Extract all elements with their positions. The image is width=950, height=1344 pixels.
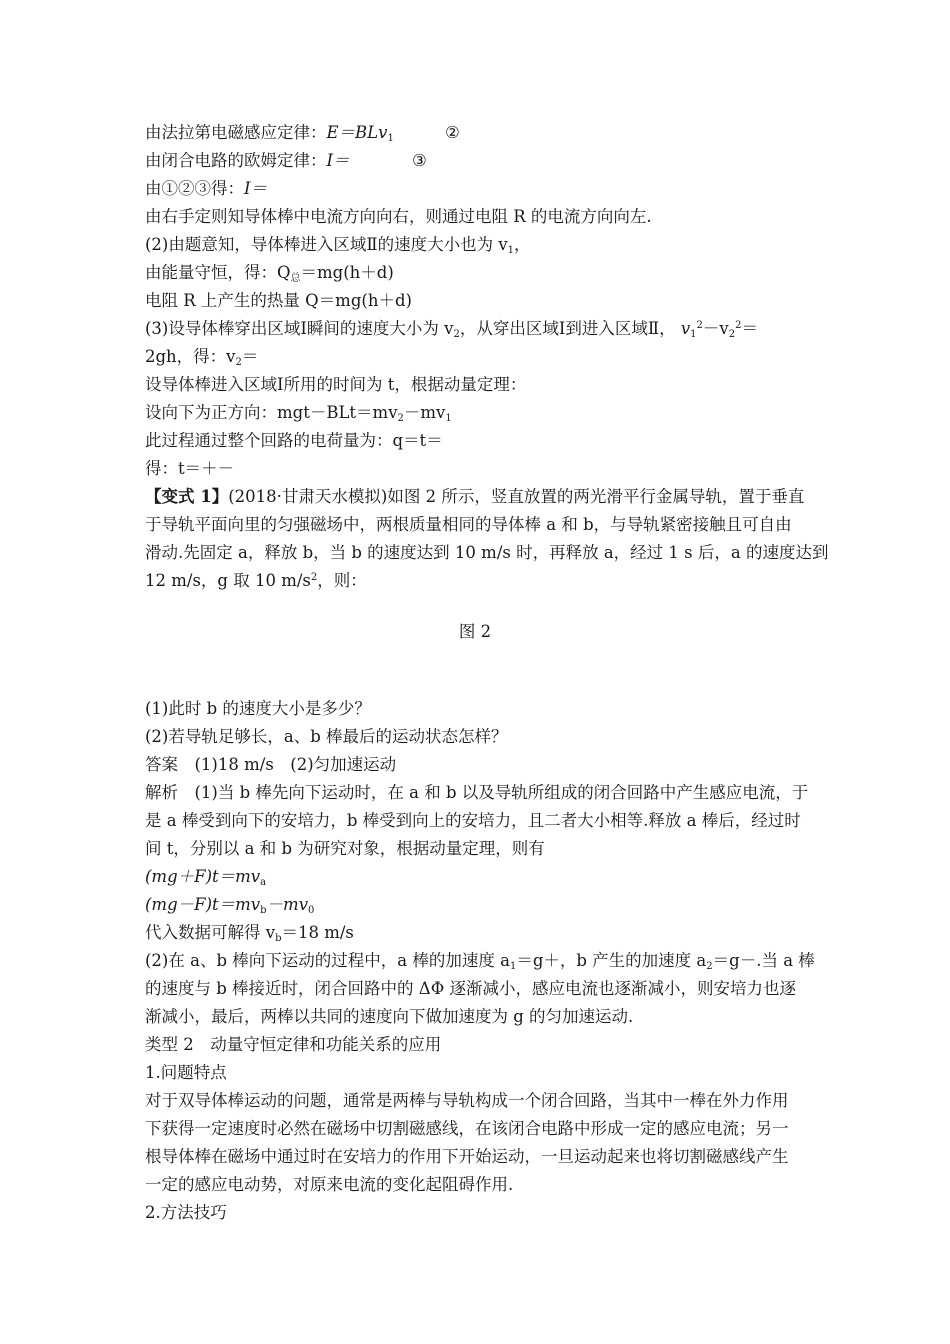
text-line: 是 a 棒受到向下的安培力，b 棒受到向上的安培力，且二者大小相等.释放 a 棒后，经过时 — [145, 811, 801, 830]
text-line: 设导体棒进入区域Ⅰ所用的时间为 t，根据动量定理： — [145, 375, 527, 394]
text-line: 根导体棒在磁场中通过时在安培力的作用下开始运动，一旦运动起来也将切割磁感线产生 — [145, 1147, 789, 1166]
text-line: 一定的感应电动势，对原来电流的变化起阻碍作用. — [145, 1175, 514, 1194]
equation-line: $(mg-F)t=mv_b-mv_0$ — [145, 895, 315, 916]
section-heading: 类型 2 动量守恒定律和功能关系的应用 — [145, 1035, 442, 1054]
figure-caption: 图 2 — [458, 622, 492, 641]
equation-line: $(mg+F)t=mv_a$ — [145, 867, 267, 888]
text-line: 12 m/s，g 取 10 $m/s^2$，则： — [145, 571, 367, 590]
text-line: (3)设导体棒穿出区域Ⅰ瞬间的速度大小为 $v_2$，从穿出区域Ⅰ到进入区域Ⅱ， $v_1^2-v_2^2=$ — [145, 319, 758, 340]
text-line: 【变式 1】(2018·甘肃天水模拟)如图 2 所示，竖直放置的两光滑平行金属导轨，置于垂直 — [145, 487, 805, 506]
text-line: 设向下为正方向：$mgt-BLt=mv_2-mv_1$ — [145, 403, 452, 424]
text-line: 由右手定则知导体棒中电流方向向右，则通过电阻 R 的电流方向向左. — [145, 207, 652, 226]
text-line: 由①②③得：I＝ — [145, 179, 268, 198]
text-line: 由闭合电路的欧姆定律：I＝ — [145, 151, 350, 170]
text-line: 由能量守恒，得：$Q_总=mg(h+d)$ — [145, 263, 394, 284]
text-line: (2)由题意知，导体棒进入区域Ⅱ的速度大小也为 $v_1$， — [145, 235, 531, 256]
equation-number: ② — [445, 123, 460, 142]
text-line: 下获得一定速度时必然在磁场中切割磁感线，在该闭合电路中形成一定的感应电流；另一 — [145, 1119, 789, 1138]
text-line: 此过程通过整个回路的电荷量为：q＝t＝ — [145, 431, 443, 450]
text-line: 渐减小，最后，两棒以共同的速度向下做加速度为 g 的匀加速运动. — [145, 1007, 634, 1026]
text-line: 间 t，分别以 a 和 b 为研究对象，根据动量定理，则有 — [145, 839, 545, 858]
text-line: 的速度与 b 棒接近时，闭合回路中的 ΔΦ 逐渐减小，感应电流也逐渐减小，则安培力也逐 — [145, 979, 796, 998]
text-line: (2)若导轨足够长，a、b 棒最后的运动状态怎样？ — [145, 727, 508, 746]
answer-line: 答案 (1)18 m/s (2)匀加速运动 — [145, 755, 397, 774]
equation-number: ③ — [412, 151, 427, 170]
text-line: (1)此时 b 的速度大小是多少？ — [145, 699, 371, 718]
text-line: 得：t＝＋－ — [145, 459, 235, 478]
text-line: 于导轨平面向里的匀强磁场中，两根质量相同的导体棒 a 和 b，与导轨紧密接触且可自由 — [145, 515, 792, 534]
text-line: 2gh，得：$v_2=$ — [145, 347, 259, 368]
text-line: 代入数据可解得 $v_b=18$ m/s — [145, 923, 354, 944]
text-line: 对于双导体棒运动的问题，通常是两棒与导轨构成一个闭合回路，当其中一棒在外力作用 — [145, 1091, 789, 1110]
subsection-heading: 2.方法技巧 — [145, 1203, 227, 1222]
subsection-heading: 1.问题特点 — [145, 1063, 227, 1082]
text-line: 电阻 R 上产生的热量 Q＝mg(h＋d) — [145, 291, 412, 310]
text-line: 解析 (1)当 b 棒先向下运动时，在 a 和 b 以及导轨所组成的闭合回路中产生感应电流，于 — [145, 783, 809, 802]
variant-tag: 【变式 1】 — [145, 487, 229, 506]
text-line: (2)在 a、b 棒向下运动的过程中，a 棒的加速度 $a_1=g+$，b 产生的加速度 $a_2=g-$.当 a 棒 — [145, 951, 815, 972]
text-line: 滑动.先固定 a，释放 b，当 b 的速度达到 10 m/s 时，再释放 a，经过 1 s 后，a 的速度达到 — [145, 543, 829, 562]
text-line: 由法拉第电磁感应定律：E＝BLv$_1$ — [145, 123, 394, 144]
